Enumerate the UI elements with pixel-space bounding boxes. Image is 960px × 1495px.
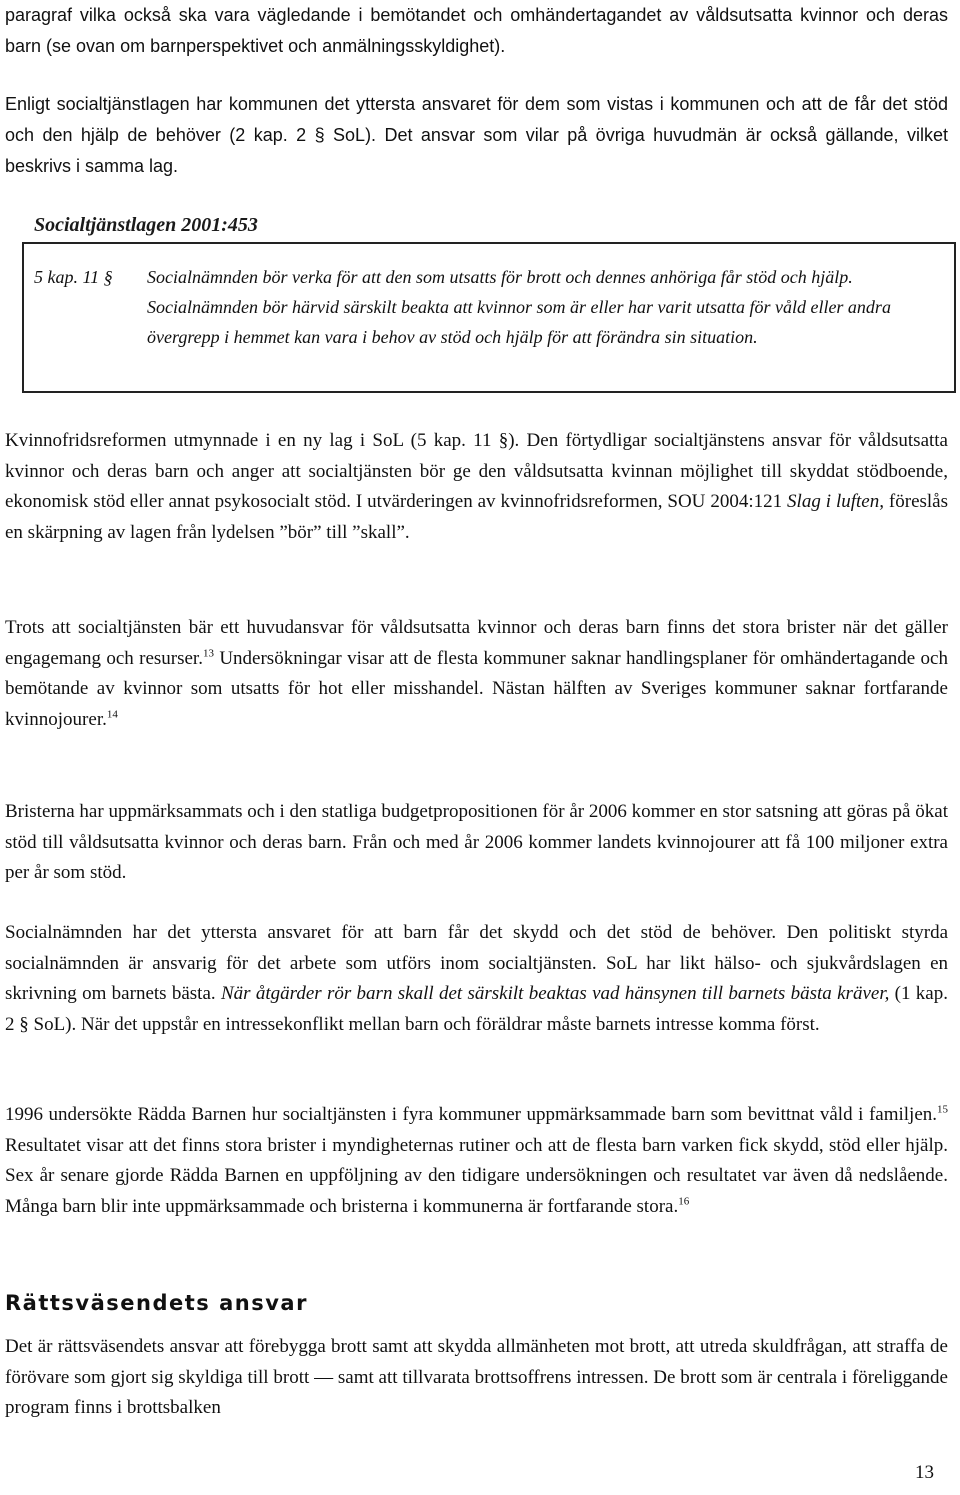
- paragraph-brister: [5, 613, 948, 735]
- law-quote-text: Socialnämnden bör verka för att den som utsatts för brott och dennes anhöriga får stöd och hjälp. Socialnämnden bör härvid särskilt beakta att kvinnor som är eller har varit utsatta för våld eller andra övergrepp i hemmet kan vara i behov av stöd och hjälp för att förändra sin situation.: [147, 267, 891, 347]
- paragraph-text: Kvinnofridsreformen utmynnade i en ny lag i SoL (5 kap. 11 §). Den förtydligar socialtjänstens ansvar för våldsutsatta kvinnor och deras barn och anger att socialtjänsten bör ge den våldsutsatta kvinnan möjlighet till skyddat stödboende, ekonomisk stöd eller annat psykosocialt stöd. I utvärderingen av kvinnofridsreformen, SOU 2004:121: [5, 430, 948, 512]
- paragraph-rattsvasendet: [5, 1332, 948, 1424]
- paragraph-kvinnofridsreformen: [5, 426, 948, 548]
- paragraph-intro: [5, 0, 948, 62]
- paragraph-text: Undersökningar visar att de flesta kommuner saknar handlingsplaner för omhändertagande och bemötande av kvinnor som utsatts för hot eller misshandel. Nästan hälften av Sveriges kommuner saknar fortfarande kvinnojourer.: [5, 647, 948, 730]
- footnote-marker[interactable]: 16: [678, 1195, 690, 1208]
- paragraph-text: 1996 undersökte Rädda Barnen hur socialtjänsten i fyra kommuner uppmärksammade barn som bevittnat våld i familjen.: [5, 1104, 937, 1125]
- paragraph-text: Socialnämnden har det yttersta ansvaret för att barn får det skydd och det stöd de behöver. Den politiskt styrda socialnämnden är ansvarig för det arbete som utförs inom socialtjänsten. SoL har likt hälso- och sjukvårdslagen en skrivning om barnets bästa.: [5, 922, 948, 1004]
- paragraph-text: Det är rättsväsendets ansvar att förebygga brott samt att skydda allmänheten mot brott, att utreda skuldfrågan, att straffa de förövare som gjort sig skyldiga till brott — samt att tillvarata brottsoffrens intressen. De brott som är centrala i föreliggande program finns i brottsbalken: [5, 1336, 948, 1418]
- footnote-marker[interactable]: 14: [106, 708, 118, 721]
- page-number: 13: [915, 1462, 934, 1483]
- footnote-marker[interactable]: 13: [202, 647, 214, 660]
- footnote-marker[interactable]: 15: [937, 1103, 948, 1116]
- paragraph-text: paragraf vilka också ska vara vägledande i bemötandet och omhändertagandet av våldsutsatta kvinnor och deras barn (se ovan om barnperspektivet och anmälningsskyldighet).: [5, 5, 948, 56]
- law-reference: 5 kap. 11 §: [34, 267, 113, 287]
- paragraph-text: (1 kap. 2 § SoL). När det uppstår en intressekonflikt mellan barn och föräldrar måste barnets intresse komma först.: [5, 983, 948, 1035]
- law-box-title: Socialtjänstlagen 2001:453: [34, 214, 258, 236]
- paragraph-budget: [5, 797, 948, 889]
- paragraph-radda-barnen: [5, 1100, 948, 1222]
- paragraph-text: föreslås en skärpning av lagen från lydelsen ”bör” till ”skall”.: [5, 491, 949, 543]
- section-heading: Rättsväsendets ansvar: [5, 1291, 308, 1315]
- paragraph-text: Trots att socialtjänsten bär ett huvudansvar för våldsutsatta kvinnor och deras barn finns det stora brister när det gäller engagemang och resurser.: [5, 617, 948, 669]
- paragraph-text: Resultatet visar att det finns stora brister i myndigheternas rutiner och att de flesta barn varken fick skydd, stöd eller hjälp. Sex år senare gjorde Rädda Barnen en uppföljning av den tidigare undersökningen och resultatet var även då nedslående. Många barn blir inte uppmärksammade och bristerna i kommunerna är fortfarande stora.: [5, 1134, 948, 1217]
- paragraph-kommunansvar: [5, 89, 948, 182]
- paragraph-text: Enligt socialtjänstlagen har kommunen det yttersta ansvaret för dem som vistas i kommunen och att de får det stöd och den hjälp de behöver (2 kap. 2 § SoL). Det ansvar som vilar på övriga huvudmän är också gällande, vilket beskrivs i samma lag.: [5, 94, 948, 176]
- paragraph-text: Bristerna har uppmärksammats och i den statliga budgetpropositionen för år 2006 kommer en stor satsning att göras på ökat stöd till våldsutsatta kvinnor och deras barn. Från och med år 2006 kommer landets kvinnojourer att få 100 miljoner extra per år som stöd.: [5, 801, 948, 883]
- paragraph-socialnamnden: [5, 918, 948, 1040]
- italic-quote: När åtgärder rör barn skall det särskilt beaktas vad hänsynen till barnets bästa kräver,: [220, 983, 890, 1004]
- italic-title: Slag i luften,: [787, 491, 884, 512]
